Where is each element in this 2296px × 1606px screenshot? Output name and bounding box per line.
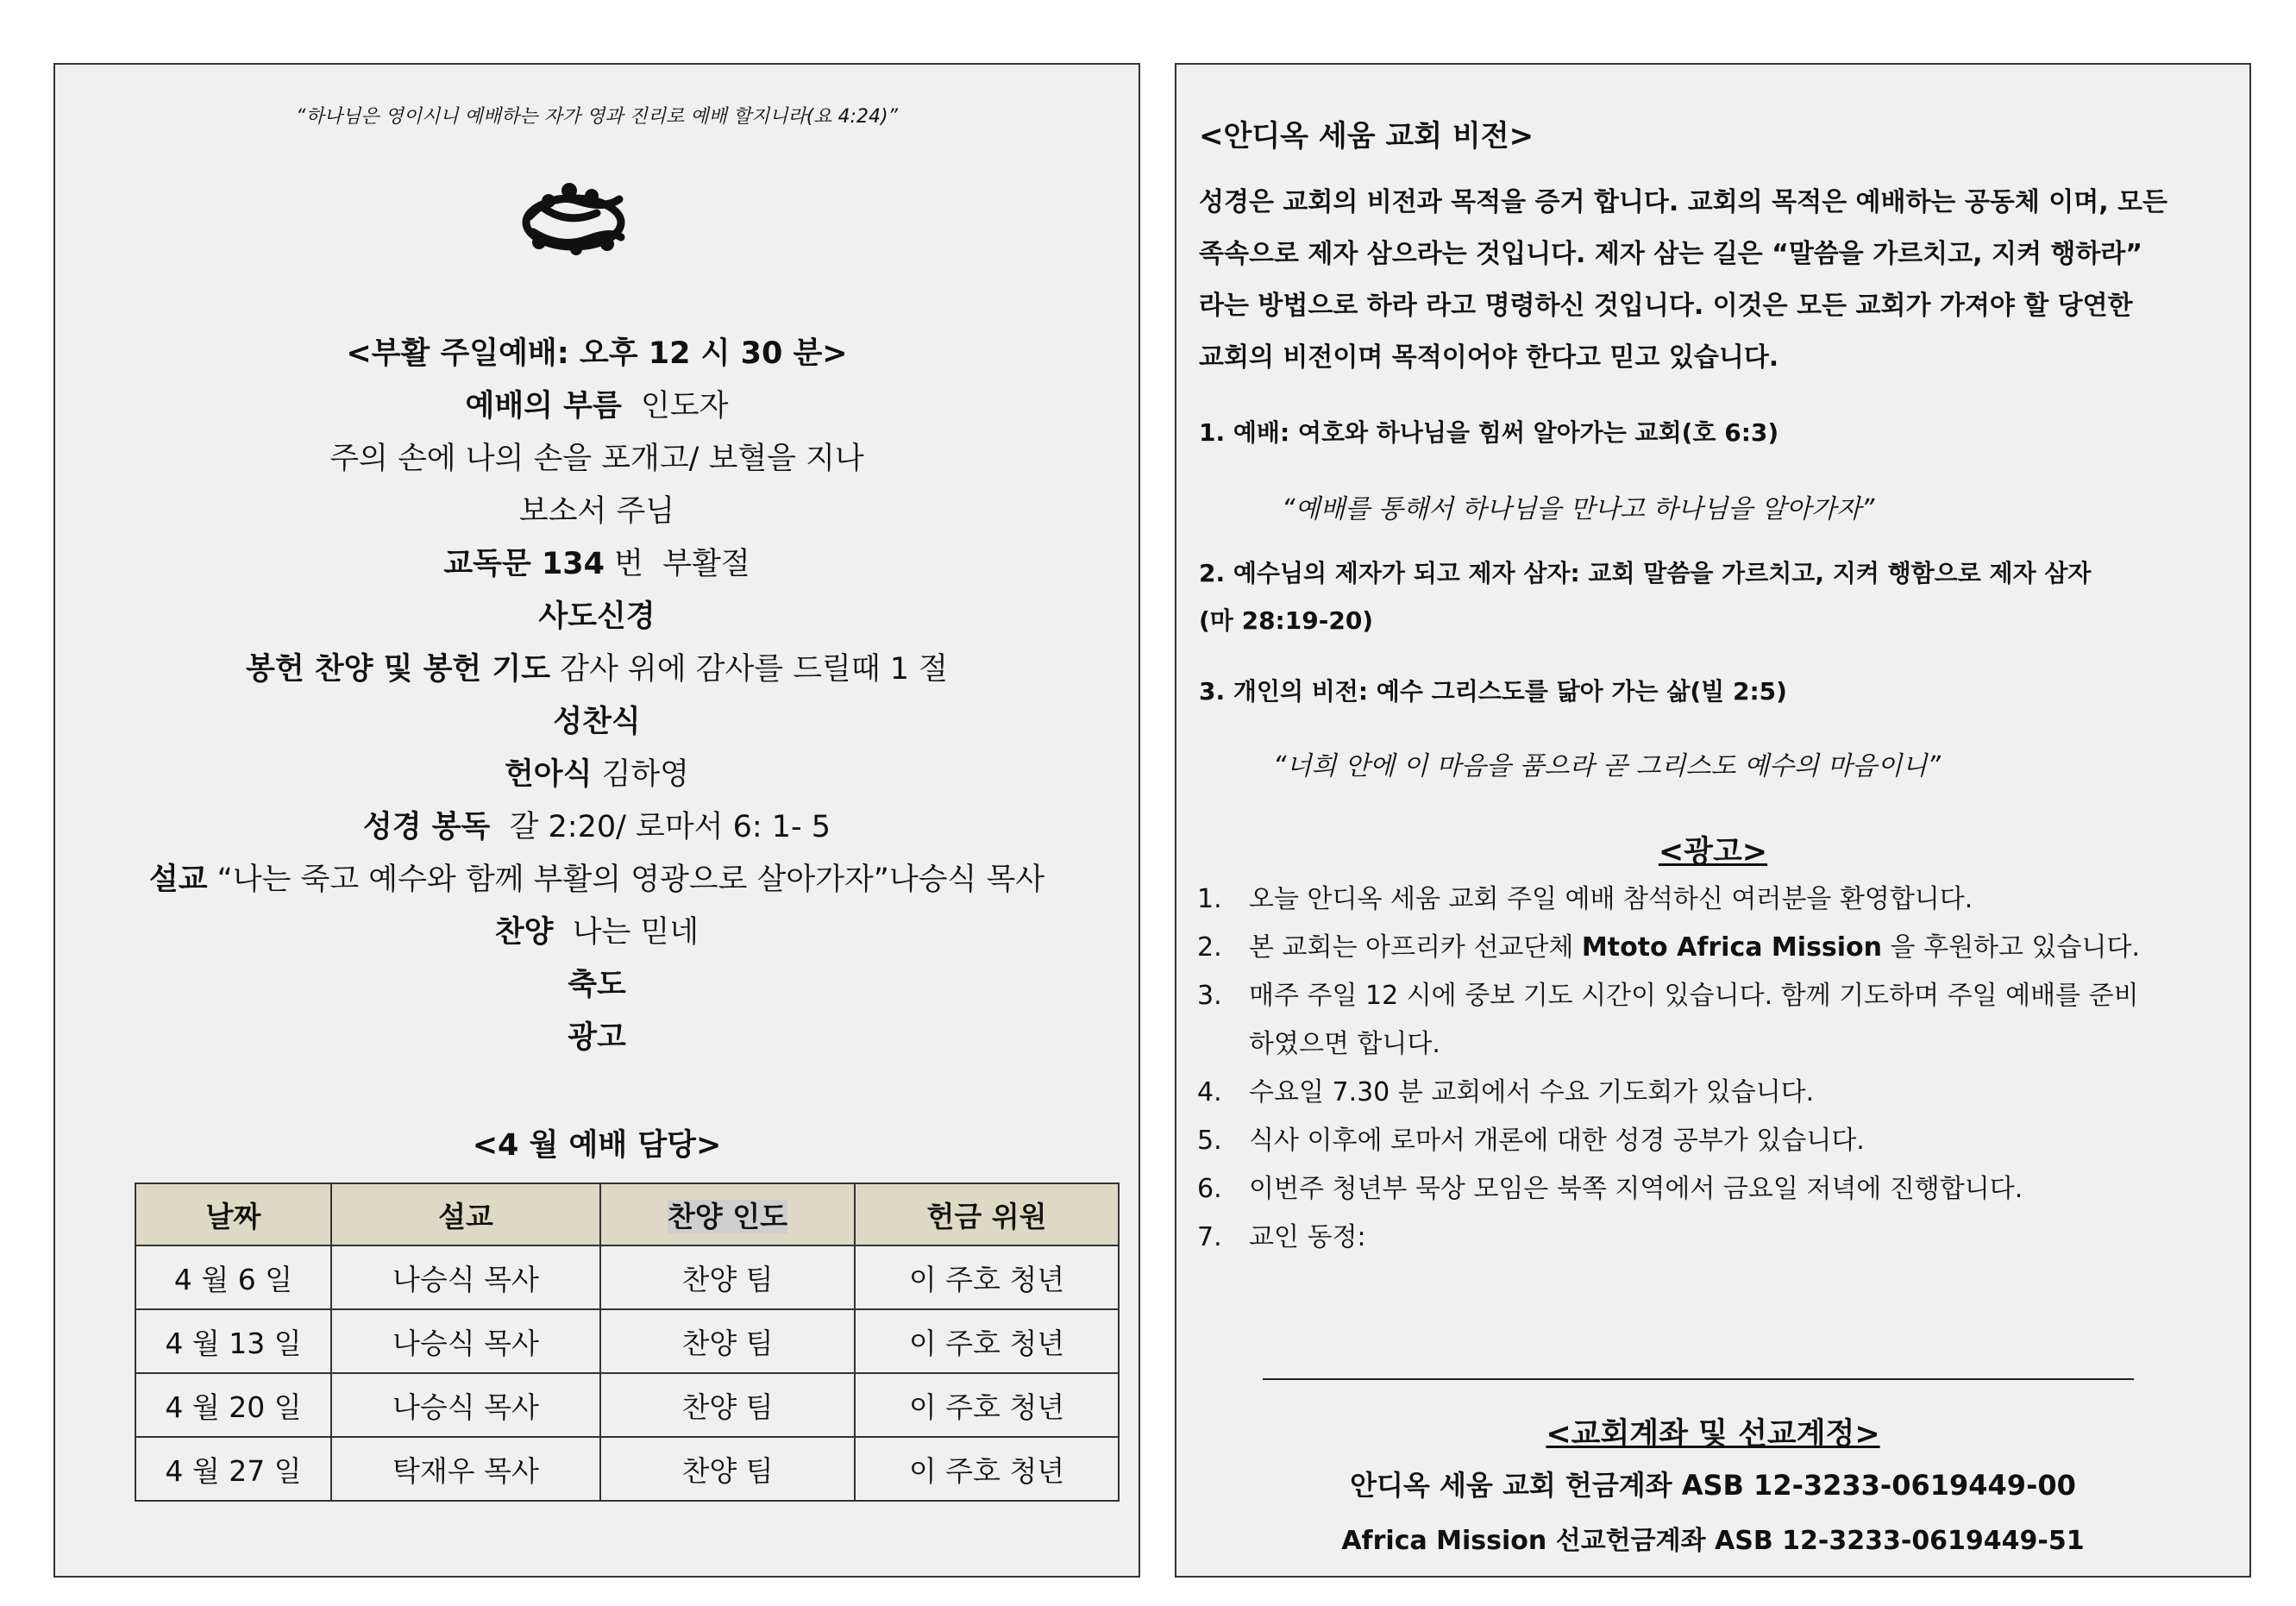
- order-item: [55, 749, 1139, 801]
- list-item: [1197, 1117, 2229, 1165]
- table-cell: 이 주호 청년: [855, 1309, 1119, 1373]
- order-item-label: 광고: [568, 1020, 626, 1055]
- order-item-label: 헌아식: [505, 757, 593, 792]
- church-account: 안디옥 세움 교회 헌금계좌 ASB 12-3233-0619449-00: [1350, 1469, 2076, 1502]
- vision-body: [1199, 177, 2227, 384]
- announcements-title: <광고>: [1658, 835, 1768, 869]
- table-cell: 4 월 20 일: [135, 1373, 331, 1437]
- duty-table-header: [135, 1183, 1119, 1245]
- list-item: [1197, 972, 2229, 1020]
- table-cell: 나승식 목사: [331, 1373, 600, 1437]
- list-item-text: 매주 주일 12 시에 중보 기도 시간이 있습니다. 함께 기도하며 주일 예배를 준비: [1249, 981, 2139, 1011]
- vision-line: 성경은 교회의 비전과 목적을 증거 합니다. 교회의 목적은 예배하는 공동체 이며, 모든: [1199, 187, 2167, 217]
- order-item-text: 번 부활절: [605, 547, 750, 581]
- order-item: [55, 696, 1139, 749]
- scripture-verse: “하나님은 영이시니 예배하는 자가 영과 진리로 예배 할지니라(요 4:24)”: [296, 106, 898, 128]
- list-item-number: 4.: [1197, 1077, 1222, 1107]
- order-item-label: 봉헌 찬양 및 봉헌 기도: [246, 652, 551, 687]
- order-item-label: 성찬식: [553, 705, 641, 739]
- vision-point-3: 3. 개인의 비전: 예수 그리스도를 닮아 가는 삶(빌 2:5): [1199, 677, 1787, 706]
- list-item: [1197, 1214, 2229, 1262]
- table-cell: 이 주호 청년: [855, 1245, 1119, 1309]
- vision-line: 교회의 비전이며 목적이어야 한다고 믿고 있습니다.: [1199, 342, 1779, 373]
- duty-table: [135, 1183, 1120, 1502]
- list-item: [1197, 875, 2229, 924]
- vision-point-1: 1. 예배: 여호와 하나님을 힘써 알아가는 교회(호 6:3): [1199, 418, 1779, 447]
- vision-quote-1: “예배를 통해서 하나님을 만나고 하나님을 알아가자”: [1282, 494, 1875, 524]
- service-title-text: <부활 주일예배: 오후 12 시 30 분>: [346, 336, 848, 371]
- order-item-text: 감사 위에 감사를 드릴때 1 절: [550, 652, 948, 687]
- vision-quote-3: “너희 안에 이 마음을 품으라 곧 그리스도 예수의 마음이니”: [1273, 751, 1941, 781]
- list-item: [1197, 1165, 2229, 1214]
- order-item-label: 축도: [568, 968, 626, 1002]
- list-item: [1197, 924, 2229, 972]
- vision-title: <안디옥 세움 교회 비전>: [1199, 119, 1534, 154]
- table-cell: 4 월 13 일: [135, 1309, 331, 1373]
- header-date: 날짜: [135, 1183, 331, 1245]
- account-title: <교회계좌 및 선교계정>: [1546, 1417, 1880, 1452]
- table-cell: 이 주호 청년: [855, 1437, 1119, 1501]
- order-item: [55, 486, 1139, 538]
- order-of-service-panel: [53, 63, 1140, 1578]
- table-cell: 4 월 27 일: [135, 1437, 331, 1501]
- list-item-number: 5.: [1197, 1126, 1222, 1156]
- vision-point-2-ref: (마 28:19-20): [1199, 606, 1374, 635]
- list-item-number: [1197, 1020, 1249, 1069]
- order-item: [55, 907, 1139, 959]
- list-item-number: 3.: [1197, 981, 1222, 1011]
- table-cell: 탁재우 목사: [331, 1437, 600, 1501]
- list-item-number: 7.: [1197, 1222, 1222, 1252]
- table-cell: 이 주호 청년: [855, 1373, 1119, 1437]
- vision-line: 족속으로 제자 삼으라는 것입니다. 제자 삼는 길은 “말씀을 가르치고, 지켜 행하라”: [1199, 239, 2143, 269]
- order-item-text: 인도자: [621, 389, 729, 423]
- order-item: [55, 959, 1139, 1012]
- order-item: [55, 591, 1139, 643]
- list-item-text: 본 교회는 아프리카 선교단체 Mtoto Africa Mission 을 후원하고 있습니다.: [1249, 932, 2140, 963]
- announcements-list: [1197, 875, 2229, 1262]
- vision-line: 라는 방법으로 하라 라고 명령하신 것입니다. 이것은 모든 교회가 가져야 할 당연한: [1199, 291, 2133, 321]
- order-item: [55, 380, 1139, 433]
- list-item-number: 2.: [1197, 932, 1222, 963]
- order-item-label: 설교: [148, 863, 208, 897]
- order-item-text: 주의 손에 나의 손을 포개고/ 보혈을 지나: [329, 442, 864, 476]
- order-item-label: 성경 봉독: [362, 810, 491, 844]
- table-cell: 나승식 목사: [331, 1245, 600, 1309]
- order-item-label: 찬양: [494, 915, 554, 950]
- table-row: [135, 1437, 1119, 1501]
- order-item-text: 보소서 주님: [518, 494, 675, 529]
- order-item: [55, 854, 1139, 907]
- order-item: [55, 433, 1139, 486]
- list-item-number: 1.: [1197, 884, 1222, 914]
- table-row: [135, 1309, 1119, 1373]
- list-item-text: 수요일 7.30 분 교회에서 수요 기도회가 있습니다.: [1249, 1077, 1815, 1107]
- table-row: [135, 1373, 1119, 1437]
- list-item-text: 식사 이후에 로마서 개론에 대한 성경 공부가 있습니다.: [1249, 1126, 1865, 1156]
- header-offering: 헌금 위원: [855, 1183, 1119, 1245]
- header-worship-lead: 찬양 인도: [600, 1183, 855, 1245]
- crown-of-thorns-icon: [518, 175, 630, 257]
- list-item: [1197, 1069, 2229, 1117]
- order-item-label: 예배의 부름: [465, 389, 622, 423]
- table-cell: 찬양 팀: [600, 1373, 855, 1437]
- order-item-label: 교독문 134: [443, 547, 605, 581]
- duty-title: <4 월 예배 담당>: [472, 1128, 722, 1163]
- order-item-text: 김하영: [592, 757, 689, 792]
- order-item: [55, 801, 1139, 854]
- mission-account: Africa Mission 선교헌금계좌 ASB 12-3233-0619449-51: [1341, 1526, 2085, 1556]
- order-item: [55, 1012, 1139, 1064]
- list-item-text: 하였으면 합니다.: [1249, 1029, 1440, 1059]
- order-item: [55, 538, 1139, 591]
- table-cell: 4 월 6 일: [135, 1245, 331, 1309]
- list-item-number: 6.: [1197, 1174, 1222, 1204]
- order-item-text: “나는 죽고 예수와 함께 부활의 영광으로 살아가자”나승식 목사: [207, 863, 1045, 897]
- list-item: [1197, 1020, 2229, 1069]
- list-item-text: 이번주 청년부 묵상 모임은 북쪽 지역에서 금요일 저녁에 진행합니다.: [1249, 1174, 2023, 1204]
- vision-point-2: 2. 예수님의 제자가 되고 제자 삼자: 교회 말씀을 가르치고, 지켜 행함으로 제자 삼자: [1199, 559, 2092, 587]
- list-item-text: 오늘 안디옥 세움 교회 주일 예배 참석하신 여러분을 환영합니다.: [1249, 884, 1973, 914]
- order-item: [55, 643, 1139, 696]
- mission-name: Mtoto Africa Mission: [1581, 932, 1883, 963]
- table-cell: 나승식 목사: [331, 1309, 600, 1373]
- divider: [1263, 1378, 2134, 1380]
- table-cell: 찬양 팀: [600, 1309, 855, 1373]
- vision-announcements-panel: [1175, 63, 2251, 1578]
- order-item-text: 나는 믿네: [553, 915, 699, 950]
- service-title: [55, 328, 1139, 380]
- order-item-label: 사도신경: [538, 599, 656, 634]
- table-cell: 찬양 팀: [600, 1245, 855, 1309]
- table-cell: 찬양 팀: [600, 1437, 855, 1501]
- list-item-text: 교인 동정:: [1249, 1222, 1366, 1252]
- worship-order: [55, 328, 1139, 1064]
- order-item-text: 갈 2:20/ 로마서 6: 1- 5: [490, 810, 831, 844]
- table-row: [135, 1245, 1119, 1309]
- header-sermon: 설교: [331, 1183, 600, 1245]
